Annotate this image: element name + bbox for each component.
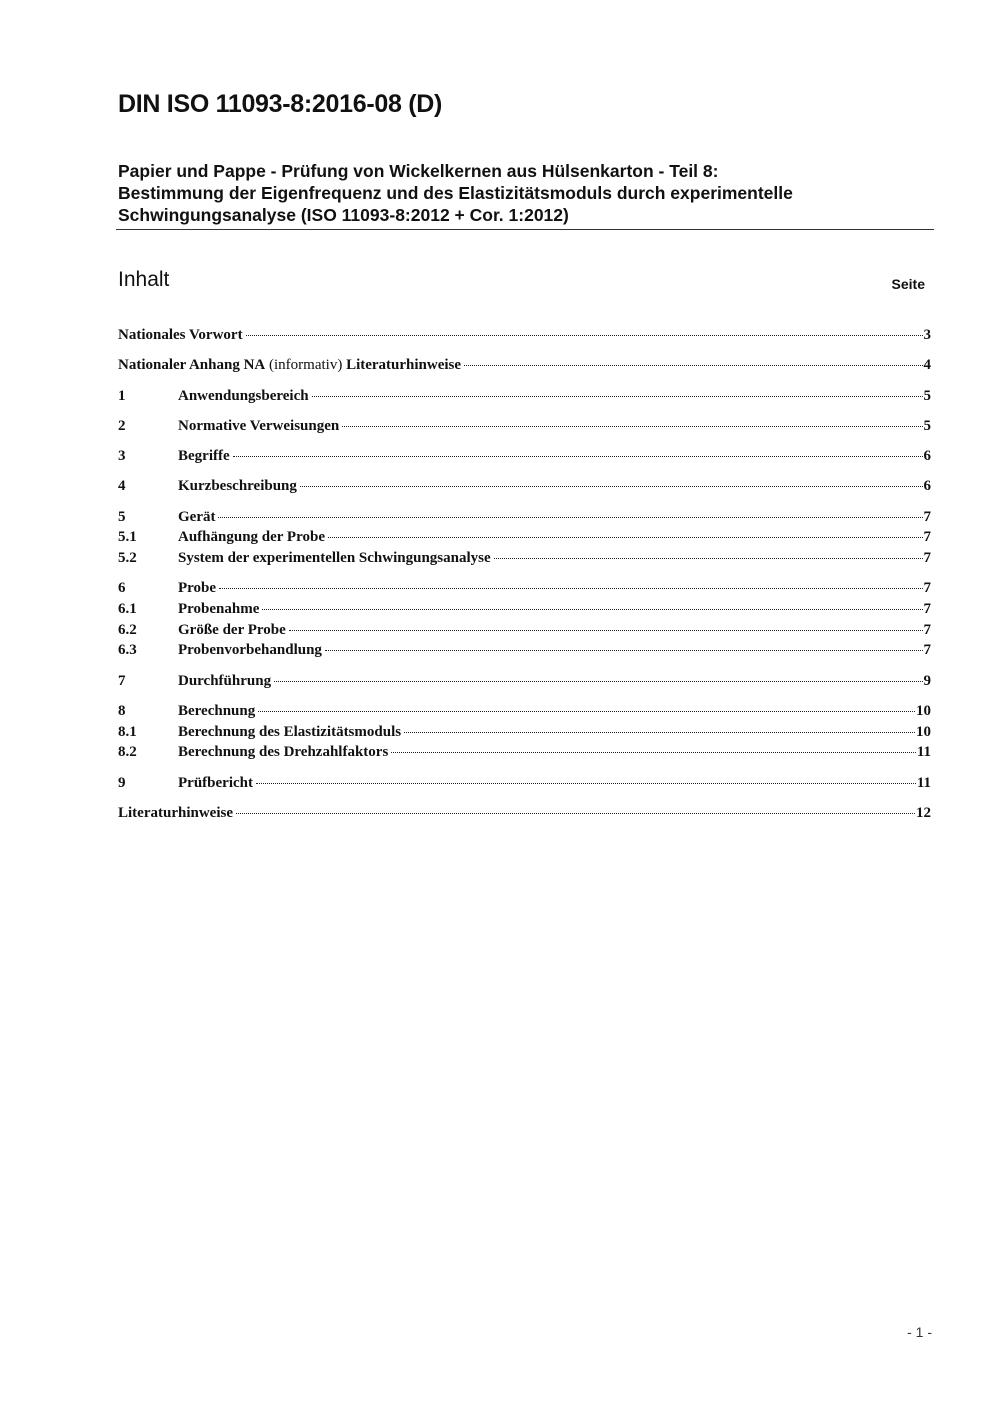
toc-entry-number: 3 [118, 448, 126, 465]
toc-entry-number: 7 [118, 672, 126, 689]
toc-entry[interactable] [118, 507, 931, 528]
toc-entry-page: 11 [916, 744, 931, 761]
toc-entry-number: 9 [118, 774, 126, 791]
toc-entry-page: 7 [923, 529, 931, 546]
toc-leader-dots [258, 711, 915, 712]
toc-entry[interactable] [118, 742, 931, 763]
toc-entry-label: Probenvorbehandlung [178, 642, 322, 659]
toc-entry-page: 7 [923, 550, 931, 567]
toc-entry-page: 3 [923, 327, 931, 343]
toc-entry-page: 12 [916, 804, 931, 821]
title-line: Bestimmung der Eigenfrequenz und des Elastizitätsmoduls durch experimentelle [118, 183, 793, 203]
toc-entry-label: Probenahme [178, 601, 260, 618]
toc-entry[interactable] [118, 671, 931, 692]
page-number: - 1 - [907, 1324, 932, 1340]
toc-entry[interactable] [118, 599, 931, 620]
toc-entry-label: Normative Verweisungen [178, 417, 340, 434]
toc-entry-page: 10 [916, 723, 931, 740]
toc-entry-page: 6 [923, 478, 931, 495]
toc-entry[interactable] [118, 701, 931, 722]
toc-entry[interactable] [118, 620, 931, 641]
toc-page-column-label: Seite [891, 276, 925, 292]
toc-entry-page: 7 [923, 580, 931, 597]
toc-entry-page: 7 [923, 601, 931, 618]
toc-leader-dots [233, 456, 923, 457]
toc-entry-page: 11 [916, 774, 931, 791]
toc-entry-number: 5.2 [118, 550, 137, 567]
toc-leader-dots [219, 588, 922, 589]
toc-entry[interactable] [118, 355, 931, 376]
toc-leader-dots [342, 426, 922, 427]
toc-entry-label: Gerät [178, 508, 216, 525]
toc-entry-number: 6.3 [118, 642, 137, 659]
toc-entry-page: 7 [923, 642, 931, 659]
toc-entry-number: 4 [118, 478, 126, 495]
toc-entry[interactable] [118, 548, 931, 569]
toc-entry[interactable] [118, 446, 931, 467]
title-line: Papier und Pappe - Prüfung von Wickelkernen aus Hülsenkarton - Teil 8: [118, 161, 719, 181]
document-id: DIN ISO 11093-8:2016-08 (D) [118, 90, 443, 118]
title-line: Schwingungsanalyse (ISO 11093-8:2012 + Cor. 1:2012) [118, 205, 569, 225]
toc-leader-dots [246, 335, 923, 336]
toc-entry-label: Literaturhinweise [118, 804, 233, 821]
toc-entry[interactable] [118, 416, 931, 437]
toc-leader-dots [256, 783, 916, 784]
toc-entry-page: 6 [923, 448, 931, 465]
toc-entry-page: 7 [923, 508, 931, 525]
toc-leader-dots [464, 365, 922, 366]
toc-entry-label: Nationales Vorwort [118, 327, 243, 343]
toc-entry-number: 8.1 [118, 723, 137, 740]
toc-entry-page: 5 [923, 417, 931, 434]
toc-entry-label: Begriffe [178, 448, 230, 465]
toc-leader-dots [312, 396, 923, 397]
toc-leader-dots [391, 752, 916, 753]
toc-entry-number: 1 [118, 387, 126, 404]
toc-entry-page: 4 [923, 357, 931, 374]
document-title [118, 160, 918, 226]
toc-leader-dots [300, 486, 923, 487]
toc-entry-number: 2 [118, 417, 126, 434]
toc-entry-page: 9 [923, 672, 931, 689]
toc-entry-number: 6.2 [118, 621, 137, 638]
toc-entry-label: Aufhängung der Probe [178, 529, 325, 546]
toc-leader-dots [494, 558, 923, 559]
toc-entry-page: 7 [923, 621, 931, 638]
toc-entry-number: 8 [118, 702, 126, 719]
toc-entry[interactable] [118, 640, 931, 661]
toc-entry-label: Nationaler Anhang NA (informativ) Literaturhinweise [118, 357, 462, 374]
toc-entry-label-qualifier: (informativ) [269, 357, 343, 374]
toc-leader-dots [289, 630, 923, 631]
toc-entry-number: 8.2 [118, 744, 137, 761]
toc-entry-label: Durchführung [178, 672, 272, 689]
toc-heading: Inhalt [118, 268, 170, 291]
toc-entry[interactable] [118, 803, 931, 824]
toc-entry-label: Anwendungsbereich [178, 387, 309, 404]
table-of-contents [118, 325, 931, 824]
toc-entry-label: System der experimentellen Schwingungsanalyse [178, 550, 491, 567]
toc-entry-label: Berechnung [178, 702, 256, 719]
toc-entry[interactable] [118, 773, 931, 794]
toc-leader-dots [236, 813, 915, 814]
toc-entry[interactable] [118, 578, 931, 599]
toc-leader-dots [218, 517, 922, 518]
toc-leader-dots [328, 537, 923, 538]
toc-entry-page: 5 [923, 387, 931, 404]
toc-entry[interactable] [118, 476, 931, 497]
toc-entry-number: 6.1 [118, 601, 137, 618]
toc-entry[interactable] [118, 386, 931, 407]
toc-entry-label: Prüfbericht [178, 774, 253, 791]
toc-leader-dots [404, 732, 915, 733]
toc-leader-dots [262, 609, 922, 610]
toc-entry-label: Größe der Probe [178, 621, 286, 638]
toc-leader-dots [325, 650, 923, 651]
toc-entry-label: Berechnung des Elastizitätsmoduls [178, 723, 402, 740]
toc-leader-dots [274, 681, 922, 682]
toc-entry-page: 10 [916, 702, 931, 719]
toc-entry[interactable] [118, 527, 931, 548]
toc-entry[interactable] [118, 722, 931, 743]
toc-entry[interactable] [118, 325, 931, 346]
toc-entry-number: 6 [118, 580, 126, 597]
toc-entry-number: 5.1 [118, 529, 137, 546]
title-divider [116, 229, 934, 230]
toc-entry-number: 5 [118, 508, 126, 525]
toc-entry-label: Berechnung des Drehzahlfaktors [178, 744, 389, 761]
toc-entry-label: Probe [178, 580, 217, 597]
toc-entry-label: Kurzbeschreibung [178, 478, 297, 495]
